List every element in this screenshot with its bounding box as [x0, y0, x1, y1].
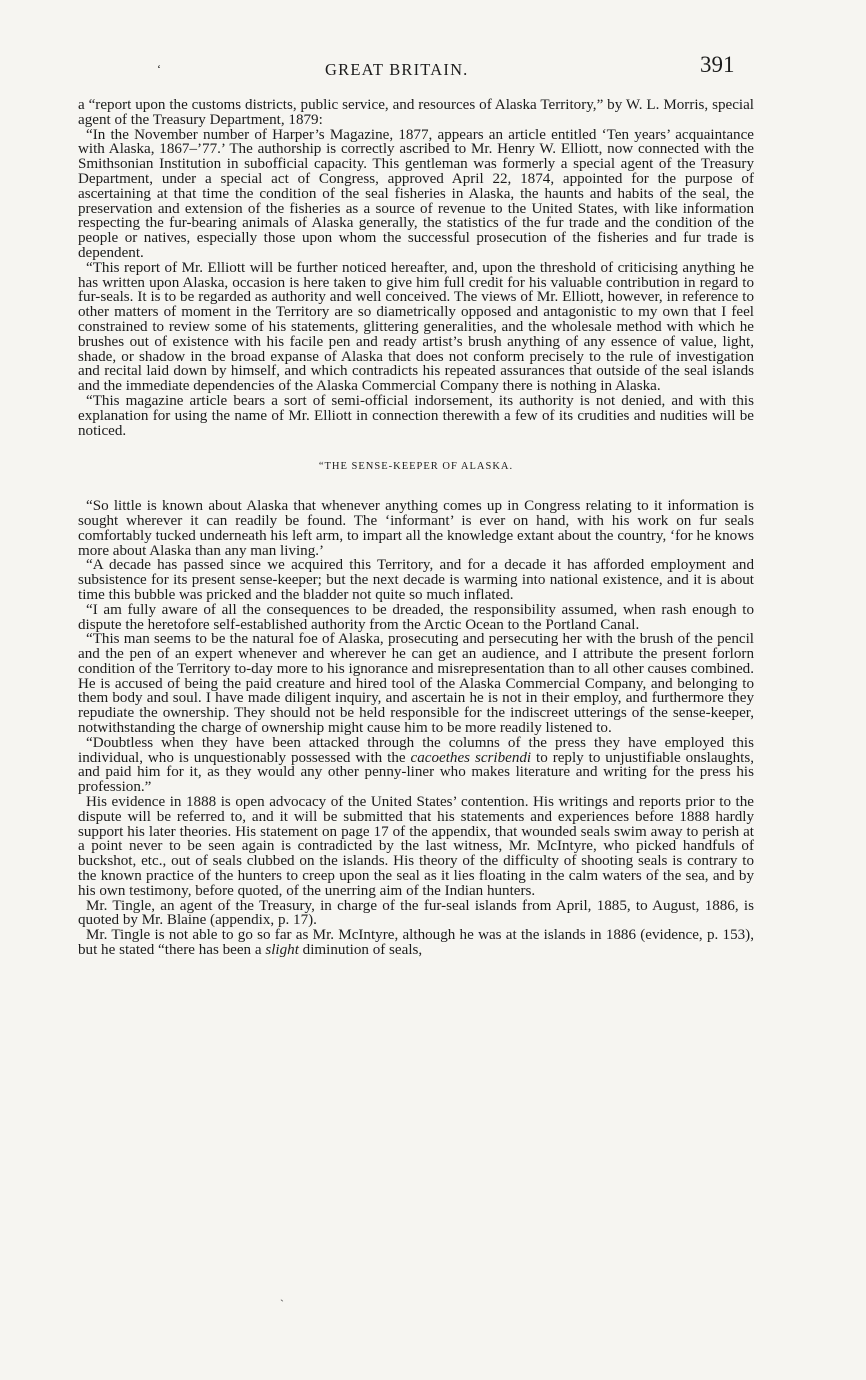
paragraph-text: diminution of seals,	[298, 942, 423, 959]
paragraph-text: to reply to unjustifiable onslaughts, and paid him for it, as they would any other penny-liner who makes literature and writing for the press his profession.”	[78, 749, 755, 796]
paragraph-cacoethes	[78, 736, 754, 795]
running-title: GREAT BRITAIN.	[325, 60, 469, 79]
paragraph: “This magazine article bears a sort of semi-official indorsement, its authority is not denied, and with this explanation for using the name of Mr. Elliott in connection therewith a few of its crudities and nudities will be noticed.	[78, 392, 754, 439]
stray-mark: ˎ	[280, 1288, 284, 1302]
margin-mark: ʻ	[157, 62, 161, 76]
paragraph: “So little is known about Alaska that whenever anything comes up in Congress relating to it information is sought wherever it can readily be found. The ‘informant’ is ever on hand, with his work on fur seals comfortably tucked underneath his left arm, to impart all the knowledge extant about the country, ‘for he knows more about Alaska than any man living.’	[78, 498, 754, 559]
page-number: 391	[700, 52, 735, 77]
body-text	[78, 98, 754, 958]
paragraph: a “report upon the customs districts, public service, and resources of Alaska Territory,” by W. L. Morris, special agent of the Treasury Department, 1879:	[78, 97, 754, 128]
section-heading: “THE SENSE-KEEPER OF ALASKA.	[318, 461, 514, 473]
paragraph-slight	[78, 928, 754, 958]
paragraph-text: “Doubtless when they have been attacked through the columns of the press they have employed this individual, who is unquestionably possessed with the	[78, 734, 754, 766]
paragraph-text: Mr. Tingle is not able to go so far as Mr. McIntyre, although he was at the islands in 1886 (evidence, p. 153), but he stated “there has been a	[78, 927, 754, 959]
paragraph: Mr. Tingle, an agent of the Treasury, in charge of the fur-seal islands from April, 1885, to August, 1886, is quoted by Mr. Blaine (appendix, p. 17).	[78, 897, 754, 929]
italic-word: slight	[265, 942, 299, 959]
italic-phrase: cacoethes scribendi	[410, 749, 532, 766]
paragraph: “This man seems to be the natural foe of Alaska, prosecuting and persecuting her with the brush of the pencil and the pen of an expert whenever and wherever he can get an audience, and I attribute the present forlorn condition of the Territory to-day more to his ignorance and misrepresentation than to all other causes combined. He is accused of being the paid creature and hired tool of the Alaska Commercial Company, and belonging to them body and soul. I have made diligent inquiry, and ascertain he is not in their employ, and furthermore they repudiate the ownership. They should not be held responsible for the indiscreet utterings of the sense-keeper, notwithstanding the charge of ownership might cause him to be more readily listened to.	[78, 631, 754, 737]
paragraph: His evidence in 1888 is open advocacy of the United States’ contention. His writings and reports prior to the dispute will be referred to, and it will be submitted that his statements and experiences before 1888 hardly support his later theories. His statement on page 17 of the appendix, that wounded seals swim away to perish at a point never to be seen again is contradicted by the last witness, Mr. McIntyre, who picked handfuls of buckshot, etc., out of seals clubbed on the islands. His theory of the difficulty of shooting seals is contrary to the known practice of the hunters to creep upon the seal as it lies floating in the calm waters of the sea, and by his own testimony, before quoted, of the unerring aim of the Indian hunters.	[78, 794, 754, 899]
paragraph: “This report of Mr. Elliott will be further noticed hereafter, and, upon the threshold of criticising anything he has written upon Alaska, occasion is here taken to give him full credit for his valuable contribution in regard to fur-seals. It is to be regarded as authority and well conceived. The views of Mr. Elliott, however, in reference to other matters of moment in the Territory are so diametrically opposed and antagonistic to my own that I feel constrained to review some of his statements, glittering generalities, and the wholesale method with which he brushes out of existence with his facile pen and ready artist’s brush anything of any essence of value, light, shade, or shadow in the broad expanse of Alaska that does not conform precisely to the rule of investigation and recital laid down by himself, and which contradicts his repeated assurances that outside of the seal islands and the immediate dependencies of the Alaska Commercial Company there is nothing in Alaska.	[78, 259, 754, 395]
paragraph: “I am fully aware of all the consequences to be dreaded, the responsibility assumed, when rash enough to dispute the heretofore self-established authority from the Arctic Ocean to the Portland Canal.	[78, 601, 754, 633]
paragraph: “A decade has passed since we acquired this Territory, and for a decade it has afforded employment and subsistence for its present sense-keeper; but the next decade is warming into national existence, and it is about time this bubble was pricked and the bladder not quite so much inflated.	[78, 557, 754, 603]
paragraph: “In the November number of Harper’s Magazine, 1877, appears an article entitled ‘Ten years’ acquaintance with Alaska, 1867–’77.’ The authorship is correctly ascribed to Mr. Henry W. Elliott, now connected with the Smithsonian Institution in subofficial capacity. This gentleman was formerly a special agent of the Treasury Department, under a special act of Congress, approved April 22, 1874, appointed for the purpose of ascertaining at that time the condition of the seal fisheries in Alaska, the haunts and habits of the seal, the preservation and extension of the fisheries as a source of revenue to the United States, with like information respecting the fur-bearing animals of Alaska generally, the statistics of the fur trade and the condition of the people or natives, especially those upon whom the successful prosecution of the fisheries and fur trade is dependent.	[78, 126, 754, 261]
running-header	[0, 52, 866, 88]
